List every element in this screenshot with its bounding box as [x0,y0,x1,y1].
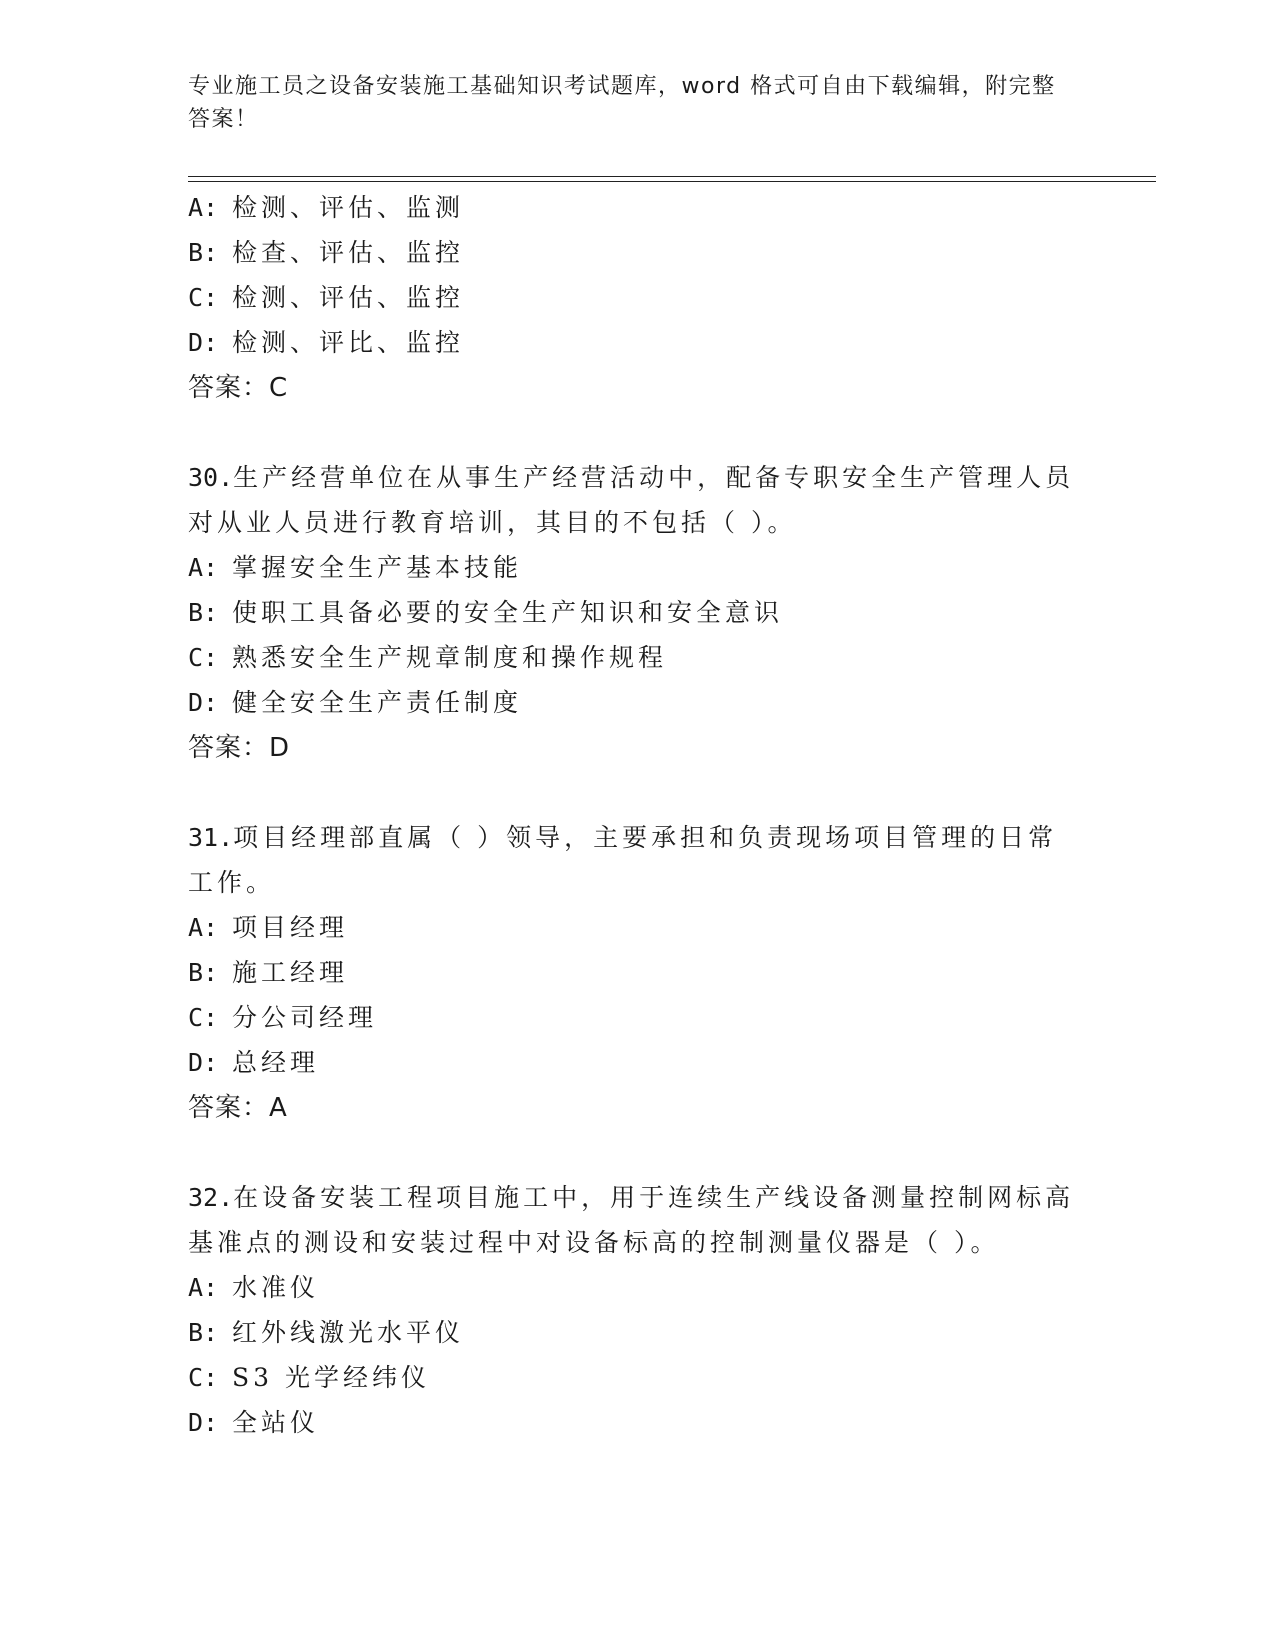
option-letter: C: [188,643,219,672]
option-letter: B: [188,598,219,627]
option-text: 检查、评估、监控 [232,238,465,267]
q32-stem-line1 [188,1182,1074,1214]
question-number: 32. [188,1183,234,1212]
header-rule-bottom [188,181,1156,182]
option-text: 水准仪 [232,1273,320,1302]
question-text: 在设备安装工程项目施工中，用于连续生产线设备测量控制网标高 [233,1183,1075,1212]
q31-stem-line1 [188,822,1057,854]
q30-stem-line1 [188,462,1074,494]
option-text: 检测、评估、监控 [232,283,465,312]
q30-stem-line2: 对从业人员进行教育培训，其目的不包括（ ）。 [188,508,797,537]
q31-answer: 答案：A [188,1093,288,1123]
option-text: 掌握安全生产基本技能 [232,553,523,582]
option-letter: D: [188,1048,219,1077]
option-text: 总经理 [232,1048,320,1077]
option-letter: D: [188,328,219,357]
option-letter: D: [188,1408,219,1437]
q29-option-c [188,282,464,314]
q32-option-c [188,1362,430,1394]
q32-stem-line2: 基准点的测设和安装过程中对设备标高的控制测量仪器是（ ）。 [188,1228,1000,1257]
option-text: 熟悉安全生产规章制度和操作规程 [232,643,668,672]
question-number: 31. [188,823,234,852]
option-letter: A: [188,193,219,222]
option-text: 施工经理 [232,958,349,987]
q32-option-b [188,1317,464,1349]
option-letter: B: [188,958,219,987]
option-text: 全站仪 [232,1408,320,1437]
question-number: 30. [188,463,234,492]
q32-option-d [188,1407,319,1439]
option-text: 检测、评比、监控 [232,328,465,357]
q30-option-b [188,597,783,629]
q30-option-a [188,552,522,584]
question-text: 生产经营单位在从事生产经营活动中，配备专职安全生产管理人员 [233,463,1075,492]
option-text: 检测、评估、监测 [232,193,465,222]
q31-stem-line2: 工作。 [188,868,276,897]
option-letter: A: [188,913,219,942]
q32-option-a [188,1272,319,1304]
q31-option-d [188,1047,319,1079]
q29-option-b [188,237,464,269]
option-text: 使职工具备必要的安全生产知识和安全意识 [232,598,784,627]
q31-option-b [188,957,348,989]
option-letter: C: [188,1363,219,1392]
option-text: 项目经理 [232,913,349,942]
header-rule-top [188,176,1156,177]
option-letter: B: [188,1318,219,1347]
document-header: 专业施工员之设备安装施工基础知识考试题库，word 格式可自由下载编辑，附完整答案！ [188,74,1056,132]
option-letter: C: [188,1003,219,1032]
q31-option-a [188,912,348,944]
option-text: S3 光学经纬仪 [232,1363,430,1392]
option-letter: A: [188,553,219,582]
q31-option-c [188,1002,377,1034]
option-text: 红外线激光水平仪 [232,1318,465,1347]
q29-answer: 答案：C [188,373,289,403]
q29-option-d [188,327,464,359]
option-text: 分公司经理 [232,1003,378,1032]
q29-option-a [188,192,464,224]
q30-option-c [188,642,667,674]
option-letter: C: [188,283,219,312]
q30-answer: 答案：D [188,733,291,763]
option-text: 健全安全生产责任制度 [232,688,523,717]
option-letter: D: [188,688,219,717]
option-letter: B: [188,238,219,267]
question-text: 项目经理部直属（ ）领导，主要承担和负责现场项目管理的日常 [233,823,1058,852]
option-letter: A: [188,1273,219,1302]
q30-option-d [188,687,522,719]
